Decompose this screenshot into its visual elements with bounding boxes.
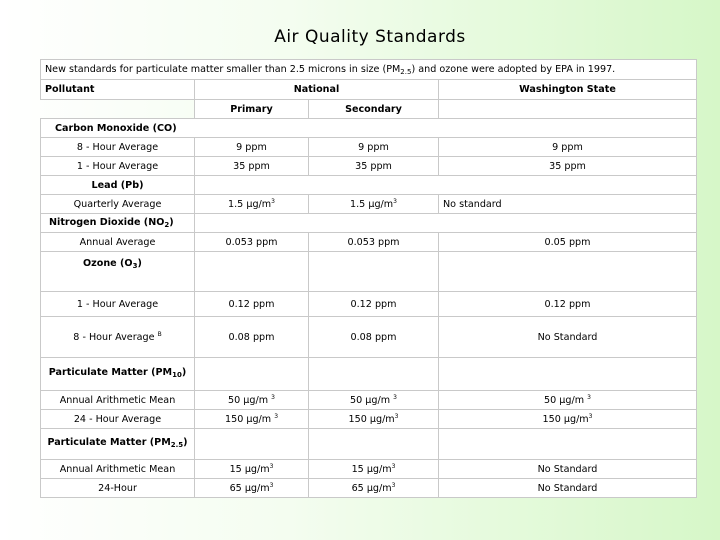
secondary-value: 9 ppm bbox=[309, 138, 439, 157]
secondary-value: 0.12 ppm bbox=[309, 292, 439, 317]
unit-sup: 3 bbox=[274, 412, 279, 420]
unit-sup: 3 bbox=[271, 197, 275, 205]
category-no2 bbox=[41, 214, 195, 233]
wa-value bbox=[439, 391, 697, 410]
row-label: Annual Average bbox=[41, 233, 195, 252]
category-co: Carbon Monoxide (CO) bbox=[41, 119, 697, 138]
category-text-end: ) bbox=[181, 367, 187, 378]
note-text-end: ) and ozone were adopted by EPA in 1997. bbox=[411, 63, 616, 75]
category-row-pm25 bbox=[41, 429, 697, 460]
air-quality-table bbox=[40, 59, 697, 498]
category-text: Ozone (O bbox=[83, 258, 133, 269]
table-row bbox=[41, 391, 697, 410]
blank-cell bbox=[309, 358, 439, 391]
unit-sup: 3 bbox=[391, 481, 396, 489]
secondary-value-text: 65 µg/m bbox=[351, 483, 392, 495]
blank-cell bbox=[439, 252, 697, 292]
footnote-sup: B bbox=[157, 330, 162, 338]
category-sub: 3 bbox=[132, 262, 138, 270]
wa-value: No Standard bbox=[439, 479, 697, 498]
secondary-value-text: 50 µg/m bbox=[350, 395, 391, 407]
header-row bbox=[41, 80, 697, 100]
secondary-value-text: 150 µg/m bbox=[348, 414, 395, 426]
row-label: 24 - Hour Average bbox=[41, 410, 195, 429]
unit-sup: 3 bbox=[269, 481, 274, 489]
primary-value-text: 150 µg/m bbox=[224, 414, 272, 426]
table-row bbox=[41, 460, 697, 479]
primary-value-text: 1.5 µg/m bbox=[228, 199, 272, 211]
unit-sup: 3 bbox=[394, 412, 399, 420]
category-row-lead bbox=[41, 176, 697, 195]
category-row-ozone bbox=[41, 252, 697, 292]
category-sub: 10 bbox=[172, 371, 182, 379]
category-text-end: ) bbox=[183, 437, 188, 448]
table-row bbox=[41, 317, 697, 358]
category-text-end: ) bbox=[137, 258, 142, 269]
wa-value: No Standard bbox=[439, 460, 697, 479]
category-text: Particulate Matter (PM bbox=[48, 367, 173, 378]
note-sub: 2.5 bbox=[400, 67, 412, 76]
row-label-text: 8 - Hour Average bbox=[73, 332, 155, 344]
primary-value: 9 ppm bbox=[195, 138, 309, 157]
primary-value-text: 50 µg/m bbox=[228, 395, 269, 407]
category-sub: 2 bbox=[164, 221, 170, 229]
table-row bbox=[41, 138, 697, 157]
wa-value: No standard bbox=[439, 195, 697, 214]
secondary-value: 35 ppm bbox=[309, 157, 439, 176]
wa-value: 35 ppm bbox=[439, 157, 697, 176]
primary-value-text: 65 µg/m bbox=[229, 483, 270, 495]
secondary-value bbox=[309, 479, 439, 498]
subheader-wa-blank bbox=[439, 100, 697, 119]
wa-value: 9 ppm bbox=[439, 138, 697, 157]
primary-value bbox=[195, 479, 309, 498]
primary-value bbox=[195, 195, 309, 214]
secondary-value bbox=[309, 391, 439, 410]
blank-cell bbox=[195, 252, 309, 292]
category-row-no2 bbox=[41, 214, 697, 233]
secondary-value bbox=[309, 410, 439, 429]
primary-value: 0.053 ppm bbox=[195, 233, 309, 252]
category-ozone bbox=[41, 252, 195, 292]
header-national: National bbox=[195, 80, 439, 100]
primary-value bbox=[195, 460, 309, 479]
blank-cell bbox=[439, 358, 697, 391]
table-row bbox=[41, 233, 697, 252]
blank-cell bbox=[439, 429, 697, 460]
primary-value: 35 ppm bbox=[195, 157, 309, 176]
category-pm10 bbox=[41, 358, 195, 391]
wa-value: No Standard bbox=[439, 317, 697, 358]
header-primary: Primary bbox=[195, 100, 309, 119]
subheader-row bbox=[41, 100, 697, 119]
unit-sup: 3 bbox=[393, 393, 397, 401]
unit-sup: 3 bbox=[391, 462, 396, 470]
primary-value: 0.08 ppm bbox=[195, 317, 309, 358]
wa-value: 0.12 ppm bbox=[439, 292, 697, 317]
secondary-value-text: 15 µg/m bbox=[351, 464, 392, 476]
row-label: 8 - Hour Average bbox=[41, 138, 195, 157]
wa-value-text: 50 µg/m bbox=[544, 395, 585, 407]
blank-cell bbox=[309, 429, 439, 460]
row-label bbox=[41, 317, 195, 358]
category-text: Nitrogen Dioxide (NO bbox=[49, 217, 165, 228]
header-pollutant: Pollutant bbox=[41, 80, 195, 100]
header-washington: Washington State bbox=[439, 80, 697, 100]
secondary-value: 0.08 ppm bbox=[309, 317, 439, 358]
row-label: 1 - Hour Average bbox=[41, 292, 195, 317]
secondary-value bbox=[309, 195, 439, 214]
header-secondary: Secondary bbox=[309, 100, 439, 119]
unit-sup: 3 bbox=[588, 412, 593, 420]
primary-value: 0.12 ppm bbox=[195, 292, 309, 317]
row-label: Quarterly Average bbox=[41, 195, 195, 214]
category-no2-blank bbox=[195, 214, 697, 233]
table-row bbox=[41, 292, 697, 317]
table-row bbox=[41, 410, 697, 429]
category-lead-blank bbox=[195, 176, 697, 195]
unit-sup: 3 bbox=[269, 462, 274, 470]
category-row-pm10 bbox=[41, 358, 697, 391]
primary-value bbox=[195, 410, 309, 429]
page-title: Air Quality Standards bbox=[274, 27, 466, 47]
unit-sup: 3 bbox=[587, 393, 591, 401]
subheader-blank bbox=[41, 100, 195, 119]
secondary-value-text: 1.5 µg/m bbox=[350, 199, 394, 211]
wa-value-text: 150 µg/m bbox=[542, 414, 589, 426]
unit-sup: 3 bbox=[393, 197, 397, 205]
category-row-co bbox=[41, 119, 697, 138]
primary-value-text: 15 µg/m bbox=[229, 464, 270, 476]
table-row bbox=[41, 195, 697, 214]
row-label: 1 - Hour Average bbox=[41, 157, 195, 176]
secondary-value bbox=[309, 460, 439, 479]
table-row bbox=[41, 157, 697, 176]
primary-value bbox=[195, 391, 309, 410]
table-row bbox=[41, 479, 697, 498]
unit-sup: 3 bbox=[271, 393, 275, 401]
note-text: New standards for particulate matter smaller than 2.5 microns in size (PM bbox=[45, 63, 401, 75]
category-lead: Lead (Pb) bbox=[41, 176, 195, 195]
wa-value: 0.05 ppm bbox=[439, 233, 697, 252]
blank-cell bbox=[309, 252, 439, 292]
category-text-end: ) bbox=[169, 217, 174, 228]
blank-cell bbox=[195, 429, 309, 460]
category-pm25 bbox=[41, 429, 195, 460]
row-label: Annual Arithmetic Mean bbox=[41, 460, 195, 479]
category-sub: 2.5 bbox=[170, 441, 184, 449]
secondary-value: 0.053 ppm bbox=[309, 233, 439, 252]
category-text: Particulate Matter (PM bbox=[47, 437, 171, 448]
note-cell bbox=[41, 60, 697, 80]
row-label: 24-Hour bbox=[41, 479, 195, 498]
wa-value bbox=[439, 410, 697, 429]
note-row bbox=[41, 60, 697, 80]
row-label: Annual Arithmetic Mean bbox=[41, 391, 195, 410]
blank-cell bbox=[195, 358, 309, 391]
